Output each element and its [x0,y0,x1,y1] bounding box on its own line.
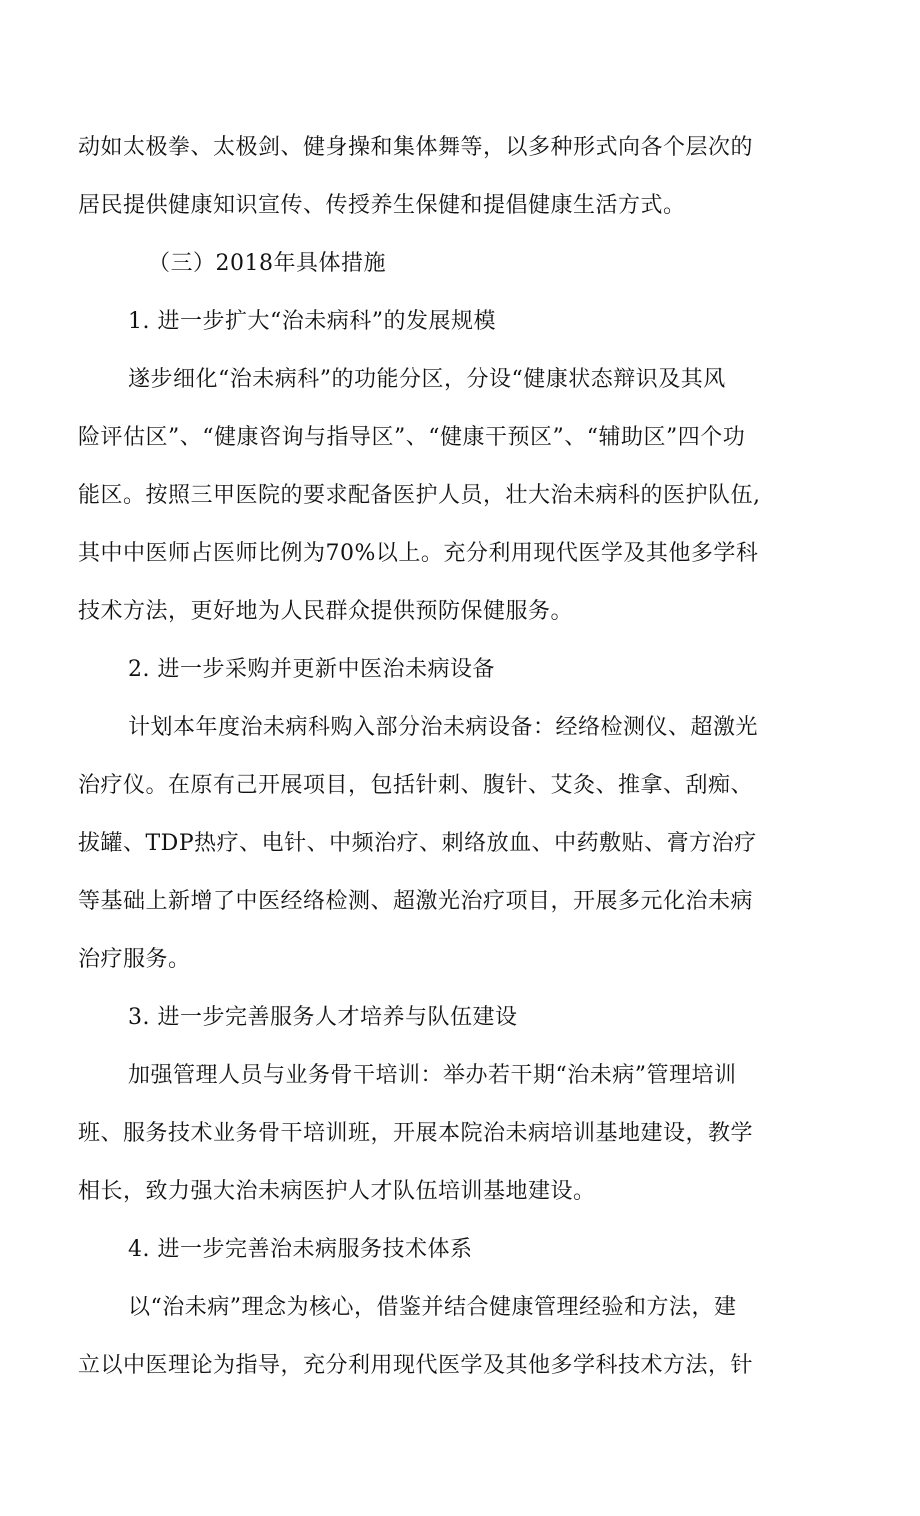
item-heading: 2. 进一步采购并更新中医治未病设备 [128,657,495,682]
paragraph-line: 相长，致力强大治未病医护人才队伍培训基地建设。 [78,1179,596,1204]
paragraph-line: 技术方法，更好地为人民群众提供预防保健服务。 [78,599,574,624]
paragraph-line: 动如太极拳、太极剑、健身操和集体舞等，以多种形式向各个层次的 [78,135,754,160]
paragraph-line: 险评估区”、“健康咨询与指导区”、“健康干预区”、“辅助区”四个功 [78,425,746,450]
section-heading: （三）2018年具体措施 [148,251,386,276]
paragraph-line: 等基础上新增了中医经络检测、超激光治疗项目，开展多元化治未病 [78,889,754,914]
paragraph-line: 以“治未病”理念为核心，借鉴并结合健康管理经验和方法，建 [128,1295,737,1320]
paragraph-line: 加强管理人员与业务骨干培训：举办若干期“治未病”管理培训 [128,1063,737,1088]
item-heading: 1. 进一步扩大“治未病科”的发展规模 [128,309,496,334]
paragraph-line: 居民提供健康知识宣传、传授养生保健和提倡健康生活方式。 [78,193,686,218]
paragraph-line: 班、服务技术业务骨干培训班，开展本院治未病培训基地建设，教学 [78,1121,754,1146]
paragraph-line: 其中中医师占医师比例为70%以上。充分利用现代医学及其他多学科 [78,541,759,566]
paragraph-line: 治疗仪。在原有己开展项目，包括针刺、腹针、艾灸、推拿、刮痴、 [78,773,754,798]
item-heading: 4. 进一步完善治未病服务技术体系 [128,1237,473,1262]
paragraph-line: 计划本年度治未病科购入部分治未病设备：经络检测仪、超激光 [128,715,759,740]
paragraph-line: 遂步细化“治未病科”的功能分区，分设“健康状态辩识及其风 [128,367,726,392]
paragraph-line: 治疗服务。 [78,947,191,972]
paragraph-line: 立以中医理论为指导，充分利用现代医学及其他多学科技术方法，针 [78,1353,754,1378]
paragraph-line: 能区。按照三甲医院的要求配备医护人员，壮大治未病科的医护队伍, [78,483,761,508]
paragraph-line: 拔罐、TDP热疗、电针、中频治疗、刺络放血、中药敷贴、膏方治疗 [78,831,757,856]
item-heading: 3. 进一步完善服务人才培养与队伍建设 [128,1005,518,1030]
